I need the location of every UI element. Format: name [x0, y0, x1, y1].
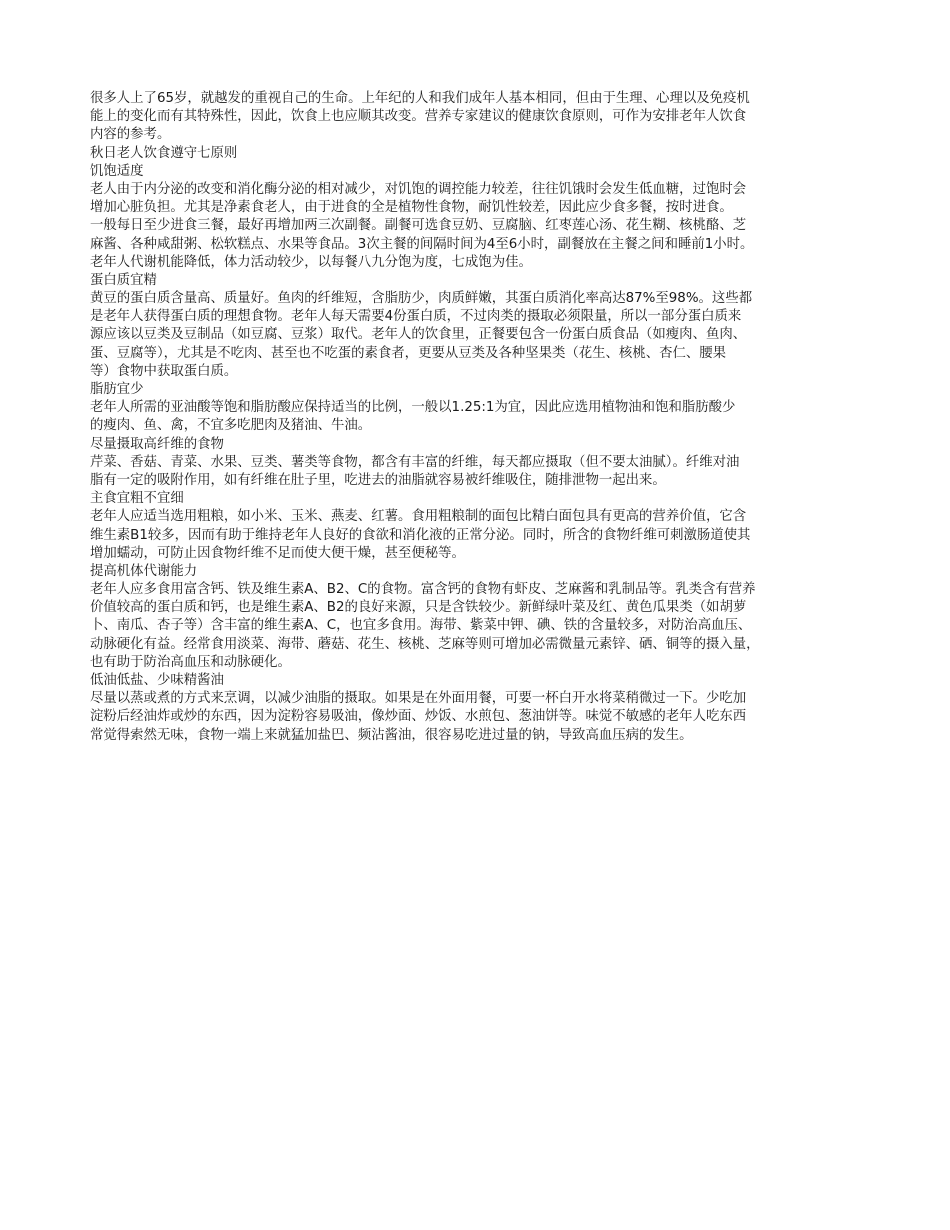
text-line: 尽量摄取高纤维的食物	[90, 436, 224, 452]
text-line: 能上的变化而有其特殊性，因此，饮食上也应顺其改变。营养专家建议的健康饮食原则，可作为安排老年人饮食	[90, 109, 747, 125]
text-line: 很多人上了65岁，就越发的重视自己的生命。上年纪的人和我们成年人基本相同，但由于生理、心理以及免疫机	[90, 91, 750, 106]
text-line: 提高机体代谢能力	[90, 563, 198, 579]
text-line: 一般每日至少进食三餐，最好再增加两三次副餐。副餐可选食豆奶、豆腐脑、红枣莲心汤、花生糊、核桃酪、芝	[90, 218, 747, 234]
text-line: 蛋白质宜精	[90, 272, 157, 288]
text-line: 黄豆的蛋白质含量高、质量好。鱼肉的纤维短，含脂肪少，肉质鲜嫩，其蛋白质消化率高达87%至98%。这些都	[90, 291, 753, 307]
text-line: 老年人代谢机能降低，体力活动较少，以每餐八九分饱为度，七成饱为佳。	[90, 254, 532, 270]
text-line: 也有助于防治高血压和动脉硬化。	[90, 654, 291, 670]
text-line: 卜、南瓜、杏子等）含丰富的维生素A、C，也宜多食用。海带、紫菜中钾、碘、铁的含量较多，对防治高血压、	[90, 618, 752, 634]
text-line: 芹菜、香菇、青菜、水果、豆类、薯类等食物，都含有丰富的纤维，每天都应摄取（但不要太油腻）。纤维对油	[90, 454, 740, 470]
text-line: 等）食物中获取蛋白质。	[90, 363, 238, 379]
text-line: 尽量以蒸或煮的方式来烹调，以减少油脂的摄取。如果是在外面用餐，可要一杯白开水将菜稍微过一下。少吃加	[90, 691, 747, 707]
text-line: 源应该以豆类及豆制品（如豆腐、豆浆）取代。老年人的饮食里，正餐要包含一份蛋白质食品（如瘦肉、鱼肉、	[90, 327, 747, 343]
text-line: 秋日老人饮食遵守七原则	[90, 145, 238, 161]
text-line: 蛋、豆腐等），尤其是不吃肉、甚至也不吃蛋的素食者，更要从豆类及各种坚果类（花生、核桃、杏仁、腰果	[90, 345, 727, 361]
text-line: 主食宜粗不宜细	[90, 491, 184, 507]
text-line: 老年人应适当选用粗粮，如小米、玉米、燕麦、红薯。食用粗粮制的面包比精白面包具有更高的营养价值，它含	[90, 509, 747, 525]
text-line: 麻酱、各种咸甜粥、松软糕点、水果等食品。3次主餐的间隔时间为4至6小时，副餐放在主餐之间和睡前1小时。	[90, 236, 754, 252]
text-line: 淀粉后经油炸或炒的东西，因为淀粉容易吸油，像炒面、炒饭、水煎包、葱油饼等。味觉不敏感的老年人吃东西	[90, 709, 747, 725]
text-line: 是老年人获得蛋白质的理想食物。老年人每天需要4份蛋白质，不过肉类的摄取必须限量，所以一部分蛋白质来	[90, 309, 742, 325]
text-line: 脂肪宜少	[90, 382, 144, 397]
text-line: 的瘦肉、鱼、禽，不宜多吃肥肉及猪油、牛油。	[90, 418, 372, 434]
document-body	[90, 90, 880, 745]
text-line: 增加心脏负担。尤其是净素食老人，由于进食的全是植物性食物，耐饥性较差，因此应少食多餐，按时进食。	[90, 200, 733, 216]
text-line: 常觉得索然无味，食物一端上来就猛加盐巴、频沾酱油，很容易吃进过量的钠，导致高血压病的发生。	[90, 727, 693, 743]
text-line: 老人由于内分泌的改变和消化酶分泌的相对减少，对饥饱的调控能力较差，往往饥饿时会发生低血糖，过饱时会	[90, 181, 747, 197]
text-line: 脂有一定的吸附作用，如有纤维在肚子里，吃进去的油脂就容易被纤维吸住，随排泄物一起出来。	[90, 472, 666, 488]
text-line: 增加蠕动，可防止因食物纤维不足而使大便干燥，甚至便秘等。	[90, 545, 465, 561]
text-line: 低油低盐、少味精酱油	[90, 673, 224, 688]
text-line: 动脉硬化有益。经常食用淡菜、海带、蘑菇、花生、核桃、芝麻等则可增加必需微量元素锌、硒、铜等的摄入量，	[90, 636, 760, 652]
text-line: 维生素B1较多，因而有助于维持老年人良好的食欲和消化液的正常分泌。同时，所含的食物纤维可刺激肠道使其	[90, 527, 751, 543]
text-line: 饥饱适度	[90, 163, 144, 179]
text-line: 老年人应多食用富含钙、铁及维生素A、B2、C的食物。富含钙的食物有虾皮、芝麻酱和乳制品等。乳类含有营养	[90, 582, 756, 598]
text-line: 内容的参考。	[90, 127, 171, 143]
text-line: 老年人所需的亚油酸等饱和脂肪酸应保持适当的比例，一般以1.25:1为宜，因此应选用植物油和饱和脂肪酸少	[90, 400, 736, 416]
text-line: 价值较高的蛋白质和钙，也是维生素A、B2的良好来源，只是含铁较少。新鲜绿叶菜及红、黄色瓜果类（如胡萝	[90, 600, 747, 616]
